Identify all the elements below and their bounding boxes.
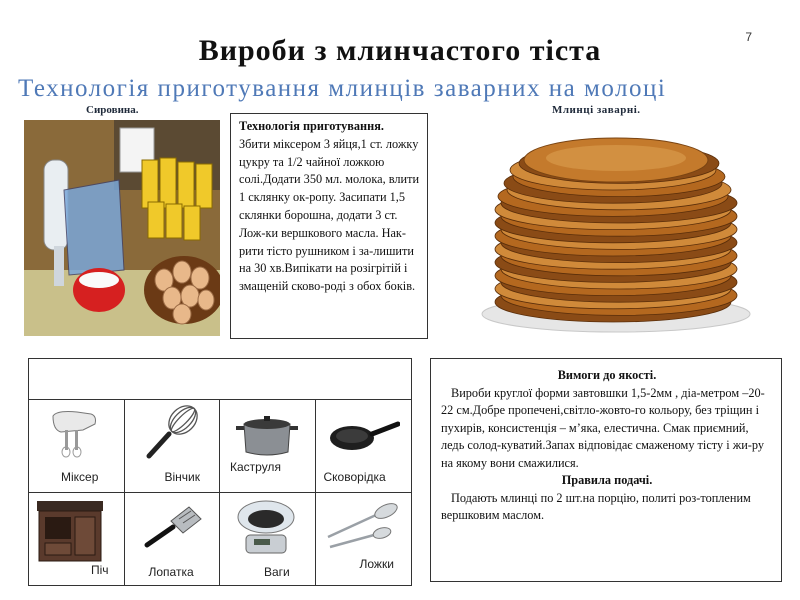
tool-label-scale: Ваги bbox=[264, 565, 290, 579]
frying-pan-icon bbox=[326, 416, 400, 456]
quality-box bbox=[430, 358, 782, 582]
tool-cell-mixer bbox=[29, 399, 125, 492]
scale-icon bbox=[234, 497, 298, 557]
ingredients-label: Сировина. bbox=[86, 104, 139, 116]
stove-icon bbox=[35, 499, 105, 563]
tool-label-spatula: Лопатка bbox=[148, 565, 194, 579]
tool-cell-stove bbox=[29, 492, 125, 585]
technology-heading: Технологія приготування. bbox=[239, 119, 384, 133]
tool-label-pot: Каструля bbox=[230, 460, 281, 474]
quality-heading: Вимоги до якості. bbox=[557, 368, 657, 382]
tool-cell-whisk bbox=[125, 399, 221, 492]
tool-cell-scale bbox=[220, 492, 316, 585]
page-number: 7 bbox=[745, 30, 752, 44]
mixer-icon bbox=[47, 408, 105, 458]
serving-heading: Правила подачі. bbox=[561, 473, 653, 487]
tool-label-whisk: Вінчик bbox=[164, 470, 201, 484]
pancakes-photo bbox=[476, 122, 756, 334]
tool-cell-pot bbox=[220, 399, 316, 492]
quality-text: Вироби круглої форми завтовшки 1,5-2мм , діа-метром –20-22 см.Добре пропечені,світло-жовто-го кольору, без тріщин і пухирів, консистенція – м’яка, елестична. Смак приємний, ледь солод-куватий.Запах відповідає смаженому тісту і жи-ру на якому вони смажилися. bbox=[441, 385, 765, 470]
tools-grid bbox=[29, 399, 411, 585]
tool-label-spoons: Ложки bbox=[359, 557, 394, 571]
pancakes-label: Млинці заварні. bbox=[552, 104, 641, 116]
ingredients-photo bbox=[24, 120, 220, 336]
slide-title: Вироби з млинчастого тіста bbox=[198, 34, 602, 67]
tool-label-mixer: Міксер bbox=[61, 470, 99, 484]
technology-box bbox=[230, 113, 428, 339]
spatula-icon bbox=[143, 503, 203, 549]
tool-cell-frying-pan bbox=[316, 399, 412, 492]
technology-text: Збити міксером 3 яйця,1 ст. ложку цукру та 1/2 чайної ложкою солі.Додати 350 мл. молока, влити 1 склянку ок-ропу. Засипати 1,5 склянки борошна, додати 3 ст. Лож-ки вершкового масла. Нак-рити тісто рушником і за-лишити на 30 хв.Випікати на розігрітій і змащеній сково-роді з обох боків. bbox=[239, 136, 420, 294]
serving-text: Подають млинці по 2 шт.на порцію, политі роз-топленим вершковим маслом. bbox=[441, 490, 751, 522]
slide-subtitle: Технологія приготування млинців заварних на молоці bbox=[18, 75, 667, 102]
tool-cell-spoons bbox=[316, 492, 412, 585]
tool-cell-spatula bbox=[125, 492, 221, 585]
tools-table bbox=[28, 358, 412, 586]
tool-label-stove: Піч bbox=[91, 563, 109, 577]
pot-icon bbox=[234, 412, 300, 458]
spoons-icon bbox=[324, 501, 404, 551]
tool-label-frying-pan: Сковорідка bbox=[323, 470, 386, 484]
whisk-icon bbox=[143, 404, 203, 460]
